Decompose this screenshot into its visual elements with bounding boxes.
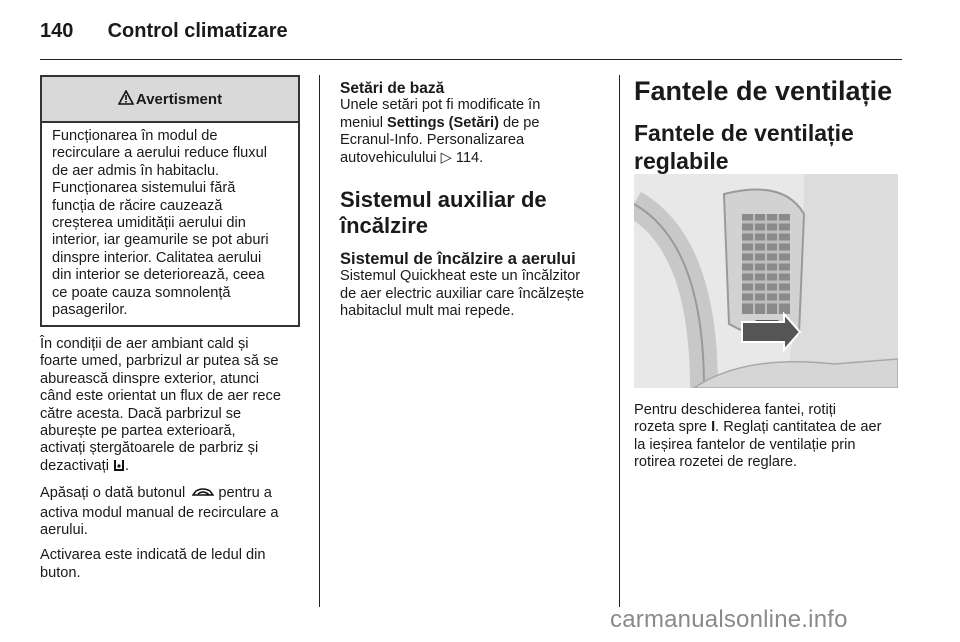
- column-3-heading: [634, 75, 914, 175]
- text-line: dinspre interior. Calitatea aerului: [52, 249, 262, 266]
- text-fragment: pentru a: [214, 485, 272, 502]
- warning-box: [40, 75, 300, 327]
- text-line: când este orientat un flux de aer rece: [40, 388, 281, 405]
- watermark: carmanualsonline.info: [610, 606, 848, 633]
- text-line: foarte umed, parbrizul ar putea să se: [40, 353, 279, 370]
- paragraph-settings: [340, 97, 610, 167]
- text-line: [634, 419, 924, 436]
- text-line: Sistemul auxiliar de: [340, 187, 547, 213]
- text-line: Funcționarea în modul de: [52, 128, 218, 144]
- text-line: Unele setări pot fi modificate în: [340, 97, 541, 114]
- recirculation-off-icon: [113, 459, 125, 477]
- warning-header: [42, 77, 298, 123]
- recirculation-car-icon: [192, 486, 214, 504]
- text-line: Sistemul Quickheat este un încălzitor: [340, 268, 581, 285]
- text-fragment: autovehiculului: [340, 149, 441, 166]
- text-fragment: Apăsați o dată butonul: [40, 485, 186, 502]
- column-divider: [319, 75, 320, 607]
- text-line: [340, 150, 610, 167]
- text-line: Ecranul-Info. Personalizarea: [340, 132, 525, 149]
- text-line: rotirea rozetei de reglare.: [634, 454, 798, 471]
- text-line: încălzire: [340, 213, 429, 239]
- settings-menu-label: Settings (Setări): [387, 114, 499, 131]
- text-line: din interior se deteriorează, ceea: [52, 267, 265, 284]
- text-line: creșterea umidității aerului din: [52, 215, 246, 232]
- text-line: interior, iar geamurile se pot aburi: [52, 232, 269, 249]
- open-position-symbol: I: [711, 419, 716, 436]
- warning-triangle-icon: [118, 90, 134, 109]
- section-heading-basic-settings: Setări de bază: [340, 80, 445, 97]
- text-line: Fantele de ventilație: [634, 120, 854, 146]
- page-header: [40, 20, 288, 43]
- text-line: de aer electric auxiliar care încălzește: [340, 285, 585, 302]
- text-line: În condiții de aer ambiant cald și: [40, 336, 249, 352]
- text-line: ce poate cauza somnolență: [52, 284, 231, 301]
- text-line: pasagerilor.: [52, 302, 128, 319]
- page-number: 140: [40, 20, 74, 42]
- page-reference-icon: ▷: [440, 149, 452, 166]
- text-fragment: dezactivați: [40, 457, 109, 474]
- text-fragment: .: [125, 457, 130, 474]
- text-line: reglabile: [634, 148, 729, 174]
- air-vent-illustration: [634, 174, 898, 388]
- text-line: Activarea este indicată de ledul din: [40, 547, 266, 564]
- text-line: [340, 115, 610, 132]
- text-line: către acesta. Dacă parbrizul se: [40, 405, 242, 422]
- column-3-body: [634, 402, 924, 472]
- text-line: recirculare a aerului reduce fluxul: [52, 145, 267, 162]
- text-line: buton.: [40, 564, 81, 581]
- paragraph-led-indicator: [40, 547, 310, 582]
- paragraph-recirculation-button: [40, 485, 310, 539]
- text-fragment: . Reglați cantitatea de aer: [715, 419, 882, 436]
- text-line: aburește pe partea exterioară,: [40, 423, 236, 440]
- text-line: [40, 485, 310, 504]
- warning-title: Avertisment: [135, 90, 223, 108]
- text-line: activați ștergătoarele de parbriz și: [40, 440, 259, 457]
- subsection-heading-adjustable-vents: [634, 119, 914, 175]
- column-2-body: [340, 80, 610, 321]
- paragraph-quickheat: [340, 268, 610, 320]
- text-line: aburească dinspre exterior, atunci: [40, 370, 260, 387]
- page-title: Control climatizare: [107, 20, 288, 42]
- paragraph-vent-instructions: [634, 402, 924, 472]
- warning-text: [42, 123, 298, 319]
- text-line: Funcționarea sistemului fără: [52, 180, 236, 197]
- text-line: Pentru deschiderea fantei, rotiți: [634, 402, 836, 418]
- text-fragment: de pe: [498, 114, 540, 131]
- subsection-heading-air-heater: Sistemul de încălzire a aerului: [340, 250, 576, 269]
- section-heading-auxiliary-heating: [340, 187, 610, 239]
- text-line: activa modul manual de recirculare a: [40, 504, 279, 521]
- text-line: de aer admis în habitaclu.: [52, 162, 220, 179]
- text-fragment: meniul: [340, 114, 388, 131]
- text-line: funcția de răcire cauzează: [52, 197, 223, 214]
- paragraph-humid-conditions: [40, 336, 310, 477]
- page-reference: 114.: [455, 149, 484, 166]
- text-line: la ieșirea fantelor de ventilație prin: [634, 436, 856, 453]
- text-line: aerului.: [40, 522, 88, 539]
- column-1-body: [40, 336, 310, 582]
- section-heading-air-vents: Fantele de ventilație: [634, 76, 893, 106]
- column-divider: [619, 75, 620, 607]
- text-line: [40, 458, 310, 477]
- header-divider: [40, 59, 902, 60]
- text-line: habitaclul mult mai repede.: [340, 303, 515, 320]
- text-fragment: rozeta spre: [634, 419, 712, 436]
